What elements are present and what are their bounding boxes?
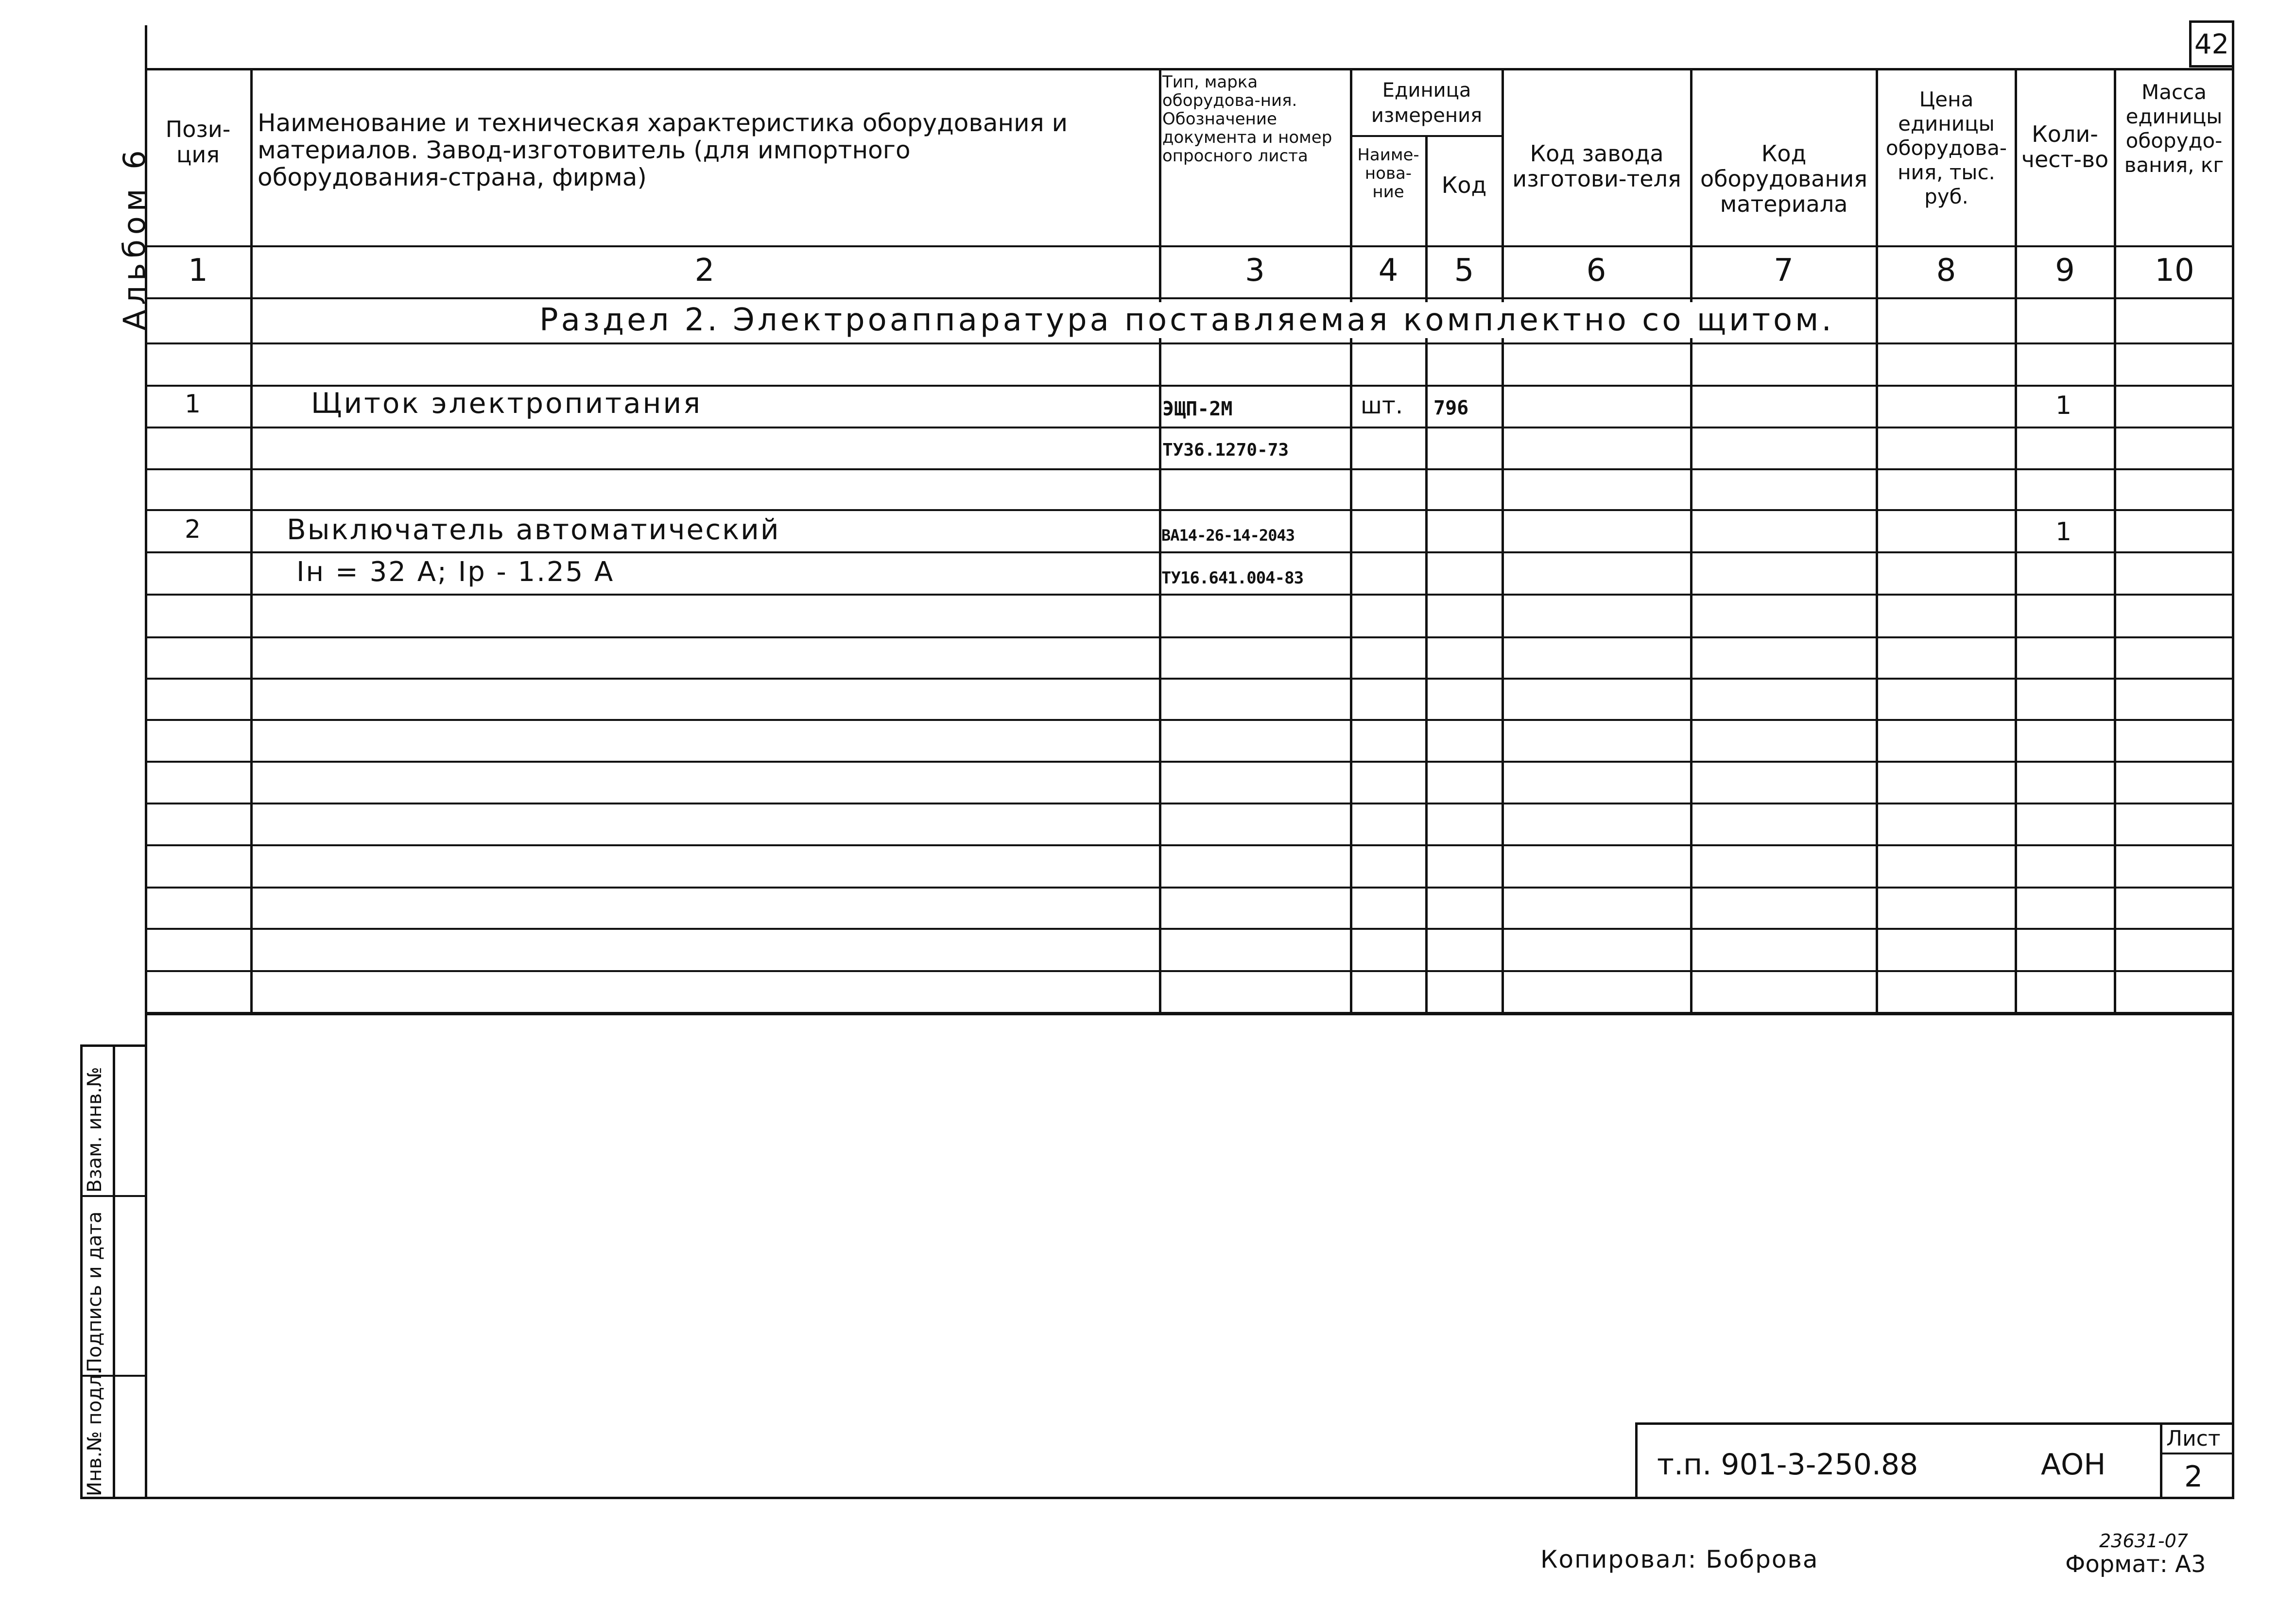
row-line bbox=[145, 1012, 2234, 1014]
sheet-number: 42 bbox=[2194, 29, 2229, 60]
sheet-format: Формат: А3 bbox=[2065, 1551, 2206, 1578]
sign-date-label: Подпись и дата bbox=[84, 1211, 106, 1372]
header-unit-group: Единица измерения bbox=[1371, 79, 1483, 127]
item-quantity: 1 bbox=[2055, 517, 2072, 547]
header-name: Наименование и техническая характеристика оборудования и материалов. Завод-изготовитель (для импортного оборудования-страна, фирма) bbox=[258, 109, 1068, 191]
side-stamp-divider bbox=[113, 1044, 115, 1499]
colnum-4: 4 bbox=[1378, 253, 1398, 289]
row-line bbox=[145, 970, 2234, 972]
colnum-bottom-line bbox=[145, 297, 2234, 299]
header-bottom-line bbox=[145, 245, 2234, 247]
document-code: АОН bbox=[2041, 1448, 2106, 1482]
col-sep bbox=[2015, 68, 2017, 1015]
header-mass: Масса единицы оборудо-вания, кг bbox=[2124, 80, 2224, 177]
colnum-5: 5 bbox=[1454, 253, 1474, 289]
sheet-number-box bbox=[2189, 20, 2234, 68]
item-name: Щиток электропитания bbox=[311, 387, 703, 420]
row-line bbox=[145, 928, 2234, 930]
colnum-8: 8 bbox=[1936, 253, 1956, 289]
header-unit-name: Наиме-нова-ние bbox=[1357, 145, 1419, 202]
header-price: Цена единицы оборудова-ния, тыс. руб. bbox=[1885, 87, 2007, 208]
sheet-value: 2 bbox=[2184, 1460, 2203, 1494]
item-mark: ВА14-26-14-2043 bbox=[1161, 526, 1295, 545]
header-type-mark: Тип, марка оборудова-ния. Обозначение документа и номер опросного листа bbox=[1162, 72, 1332, 166]
row-line bbox=[145, 342, 2234, 344]
inv-orig-label: Инв.№ подл. bbox=[84, 1368, 106, 1496]
row-line bbox=[145, 844, 2234, 846]
colnum-3: 3 bbox=[1245, 253, 1265, 289]
item-unit: шт. bbox=[1361, 392, 1403, 419]
side-stamp-line bbox=[80, 1195, 147, 1197]
header-factory-code: Код завода изготови-теля bbox=[1512, 140, 1681, 192]
header-unit-code: Код bbox=[1441, 172, 1487, 198]
col-sep bbox=[1876, 68, 1878, 1015]
colnum-2: 2 bbox=[694, 253, 715, 289]
header-position: Пози- ция bbox=[165, 116, 231, 168]
row-line bbox=[145, 509, 2234, 511]
header-quantity: Коли-чест-во bbox=[2021, 121, 2109, 172]
colnum-10: 10 bbox=[2155, 253, 2194, 289]
row-line bbox=[145, 761, 2234, 763]
row-line bbox=[145, 427, 2234, 428]
archive-ref: 23631-07 bbox=[2099, 1530, 2188, 1552]
item-mark: ЭЩП-2М bbox=[1162, 398, 1233, 420]
sheet-label: Лист bbox=[2166, 1426, 2221, 1451]
col-sep bbox=[250, 68, 253, 1015]
item-doc: ТУ36.1270-73 bbox=[1162, 440, 1289, 460]
item-doc: ТУ16.641.004-83 bbox=[1161, 568, 1304, 588]
album-label: Альбом 6 bbox=[117, 145, 152, 330]
colnum-7: 7 bbox=[1774, 253, 1794, 289]
row-line bbox=[145, 636, 2234, 638]
item-name: Выключатель автоматический bbox=[287, 513, 780, 546]
col-sep bbox=[1350, 68, 1352, 1015]
item-unit-code: 796 bbox=[1433, 397, 1469, 419]
row-line bbox=[145, 678, 2234, 680]
header-equipment-code: Код оборудования материала bbox=[1700, 140, 1867, 217]
row-line bbox=[145, 887, 2234, 889]
row-line bbox=[145, 719, 2234, 721]
section-title: Раздел 2. Электроаппаратура поставляемая комплектно со щитом. bbox=[535, 302, 1839, 338]
item-rating: Iн = 32 А; Iр - 1.25 А bbox=[296, 556, 615, 588]
inv-replace-label: Взам. инв.№ bbox=[84, 1067, 106, 1193]
item-quantity: 1 bbox=[2055, 391, 2072, 420]
title-block-divider bbox=[2160, 1422, 2162, 1499]
colnum-1: 1 bbox=[188, 253, 208, 289]
row-line bbox=[145, 468, 2234, 470]
project-code: т.п. 901-3-250.88 bbox=[1657, 1448, 1918, 1482]
row-line bbox=[145, 803, 2234, 804]
copied-by: Копировал: Боброва bbox=[1540, 1545, 1819, 1573]
col-sep bbox=[1690, 68, 1692, 1015]
row-line bbox=[145, 551, 2234, 553]
item-position: 1 bbox=[185, 390, 201, 419]
col-sep bbox=[1502, 68, 1504, 1015]
item-position: 2 bbox=[185, 515, 201, 544]
row-line bbox=[145, 594, 2234, 596]
colnum-6: 6 bbox=[1586, 253, 1606, 289]
colnum-9: 9 bbox=[2055, 253, 2075, 289]
col-sep bbox=[2114, 68, 2116, 1015]
